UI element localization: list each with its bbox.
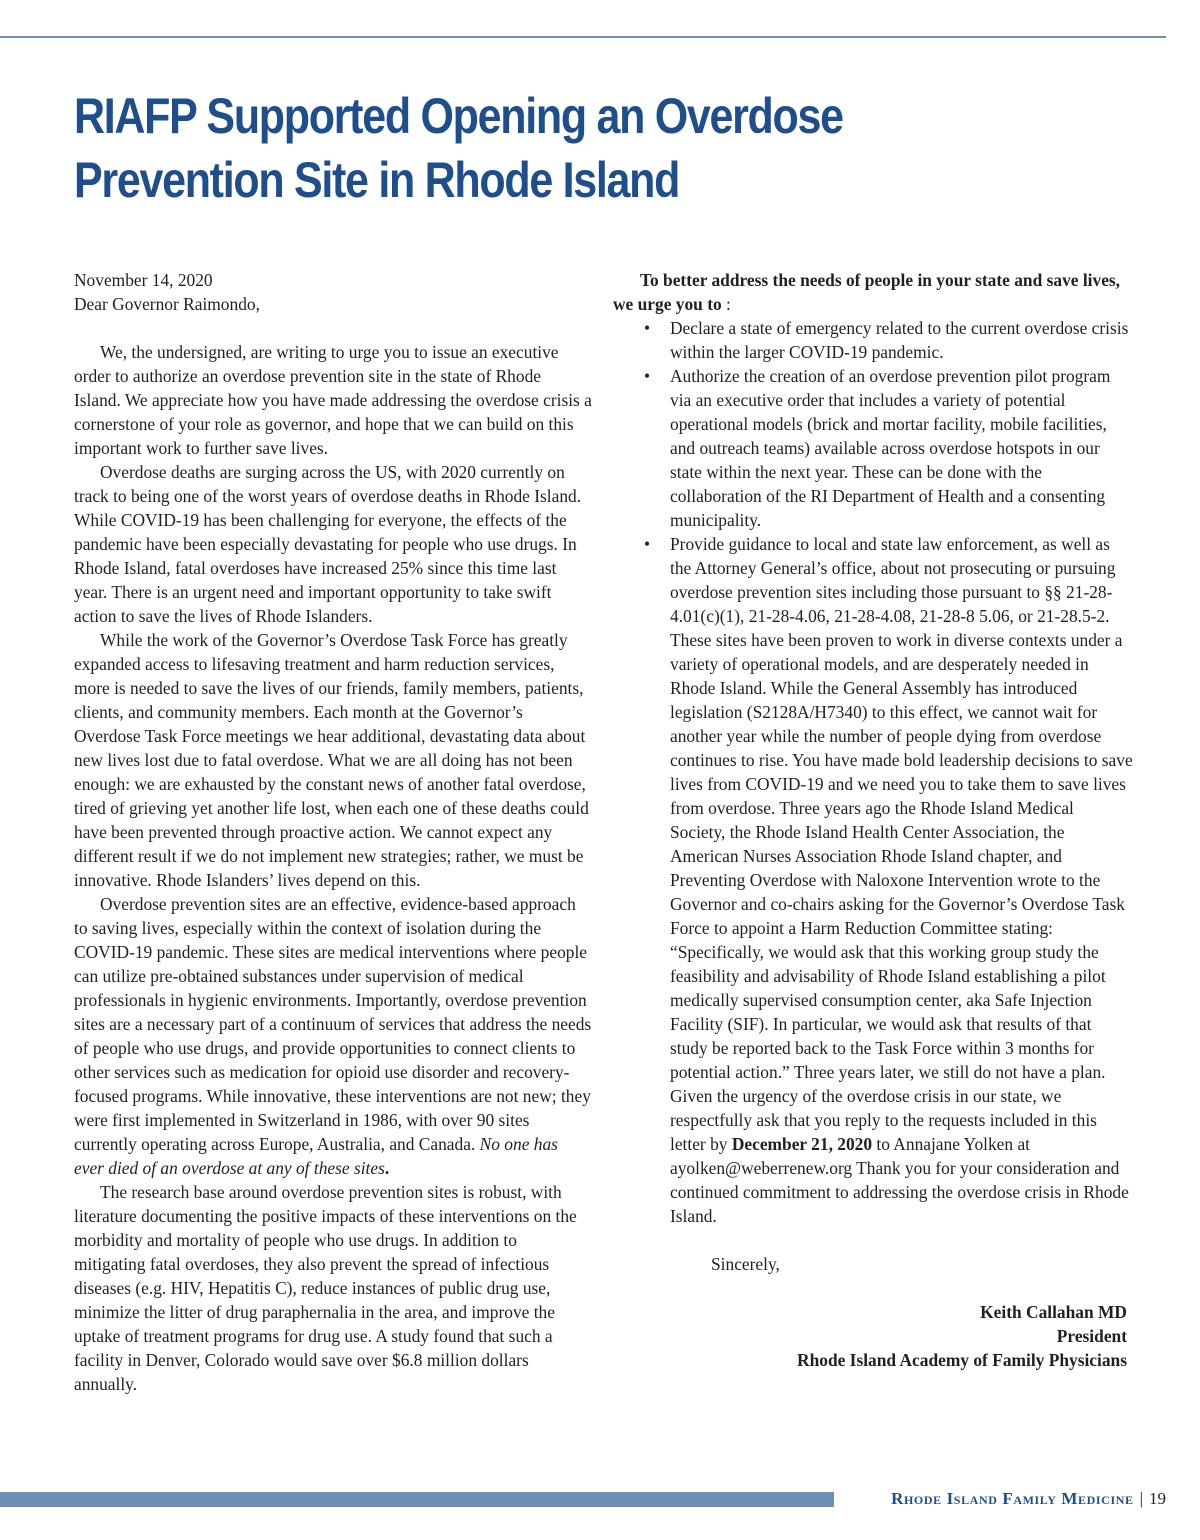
spacer <box>74 316 592 340</box>
list-item-text: Authorize the creation of an overdose prevention pilot program via an executive order that includes a variety of potential operational models (brick and mortar facility, mobile facilities, and outreach teams) available across overdose hotspots in our state within the next year. These can be done with the collaboration of the RI Department of Health and a consenting municipality. <box>670 366 1111 530</box>
signature-block <box>613 1300 1133 1372</box>
letter-salutation: Dear Governor Raimondo, <box>74 294 260 314</box>
page-number: 19 <box>1149 1489 1166 1508</box>
ops-text: Overdose prevention sites are an effective, evidence-based approach to saving lives, especially within the context of isolation during the COVID-19 pandemic. These sites are medical interventions where people can utilize pre-obtained substances under supervision of medical professionals in hygienic environments. Importantly, overdose prevention sites are a necessary part of a continuum of services that address the needs of people who use drugs, and provide opportunities to connect clients to other services such as medication for opioid use disorder and recovery-focused programs. While innovative, these interventions are not new; they were first implemented in Switzerland in 1986, with over 90 sites currently operating across Europe, Australia, and Canada. <box>74 894 592 1154</box>
list-item-text-end: to Annajane Yolken at ayolken@weberrenew.org Thank you for your consideration and continued commitment to addressing the overdose crisis in Rhode Island. <box>670 1134 1129 1226</box>
page-title: RIAFP Supported Opening an Overdose Prevention Site in Rhode Island <box>74 88 843 208</box>
request-intro <box>613 268 1133 316</box>
letter-closing: Sincerely, <box>711 1254 780 1274</box>
page-footer <box>891 1488 1166 1510</box>
ops-emphasis: No one has ever died of an overdose at any of these sites <box>74 1134 558 1178</box>
body-paragraph: The research base around overdose prevention sites is robust, with literature documenting the positive impacts of these interventions on the morbidity and mortality of people who use drugs. In addition to mitigating fatal overdoses, they also prevent the spread of infectious diseases (e.g. HIV, Hepatitis C), reduce instances of public drug use, minimize the litter of drug paraphernalia in the area, and improve the uptake of treatment programs for drug use. A study found that such a facility in Denver, Colorado would save over $6.8 million dollars annually. <box>74 1182 577 1394</box>
signature-role: President <box>1056 1326 1127 1346</box>
footer-separator: | <box>1139 1489 1143 1508</box>
list-item-text: Declare a state of emergency related to the current overdose crisis within the larger COVID-19 pandemic. <box>670 318 1129 362</box>
spacer <box>613 1276 1133 1300</box>
footer-bar <box>0 1492 834 1507</box>
ops-period: . <box>384 1158 390 1178</box>
publication-name: Rhode Island Family Medicine <box>891 1489 1134 1508</box>
bullet-icon: • <box>644 318 651 338</box>
spacer <box>613 1228 1133 1252</box>
body-paragraph: Overdose deaths are surging across the US, with 2020 currently on track to being one of the worst years of overdose deaths in Rhode Island. While COVID-19 has been challenging for everyone, the effects of the pandemic have been especially devastating for people who use drugs. In Rhode Island, fatal overdoses have increased 25% since this time last year. There is an urgent need and important opportunity to take swift action to save the lives of Rhode Islanders. <box>74 462 582 626</box>
signature-name: Keith Callahan MD <box>980 1302 1127 1322</box>
request-intro-text: To better address the needs of people in your state and save lives, we urge you to <box>613 270 1121 314</box>
top-rule <box>0 36 1166 38</box>
list-item-text: Provide guidance to local and state law enforcement, as well as the Attorney General’s office, about not prosecuting or pursuing overdose prevention sites including those pursuant to §§ 21-28-4.01(c)(1), 21-28-4.06, 21-28-4.08, 21-28-8 5.06, or 21-28.5-2. These sites have been proven to work in diverse contexts under a variety of operational models, and are desperately needed in Rhode Island. While the General Assembly has introduced legislation (S2128A/H7340) to this effect, we cannot wait for another year while the number of people dying from overdose continues to rise. You have made bold leadership decisions to save lives from COVID-19 and we need you to take them to save lives from overdose. Three years ago the Rhode Island Medical Society, the Rhode Island Health Center Association, the American Nurses Association Rhode Island chapter, and Preventing Overdose with Naloxone Intervention wrote to the Governor and co-chairs asking for the Governor’s Overdose Task Force to appoint a Harm Reduction Committee stating: “Specifically, we would ask that this working group study the feasibility and advisability of Rhode Island establishing a pilot medically supervised consumption center, aka Safe Injection Facility (SIF). In particular, we would ask that results of that study be reported back to the Task Force within 3 months for potential action.” Three years later, we still do not have a plan. Given the urgency of the overdose crisis in our state, we respectfully ask that you reply to the requests included in this letter by <box>670 534 1133 1154</box>
right-column <box>613 268 1133 1372</box>
body-paragraph: While the work of the Governor’s Overdose Task Force has greatly expanded access to lifesaving treatment and harm reduction services, more is needed to save the lives of our friends, family members, patients, clients, and community members. Each month at the Governor’s Overdose Task Force meetings we hear additional, devastating data about new lives lost due to fatal overdose. What we are all doing has not been enough: we are exhausted by the constant news of another fatal overdose, tired of grieving yet another life lost, when each one of these deaths could have been prevented through proactive action. We cannot expect any different result if we do not implement new strategies; rather, we must be innovative. Rhode Islanders’ lives depend on this. <box>74 630 589 890</box>
letter-date: November 14, 2020 <box>74 270 213 290</box>
bullet-icon: • <box>644 366 651 386</box>
request-list <box>613 316 1133 1228</box>
body-paragraph-ops <box>74 892 592 1180</box>
bullet-icon: • <box>644 534 651 554</box>
body-paragraph: We, the undersigned, are writing to urge you to issue an executive order to authorize an overdose prevention site in the state of Rhode Island. We appreciate how you have made addressing the overdose crisis a cornerstone of your role as governor, and hope that we can build on this important work to further save lives. <box>74 342 592 458</box>
list-item <box>613 532 1133 1228</box>
deadline-date: December 21, 2020 <box>731 1134 873 1154</box>
left-column <box>74 268 592 1396</box>
list-item <box>613 364 1133 532</box>
list-item <box>613 316 1133 364</box>
signature-organization: Rhode Island Academy of Family Physicians <box>797 1350 1127 1370</box>
request-intro-colon: : <box>721 294 731 314</box>
